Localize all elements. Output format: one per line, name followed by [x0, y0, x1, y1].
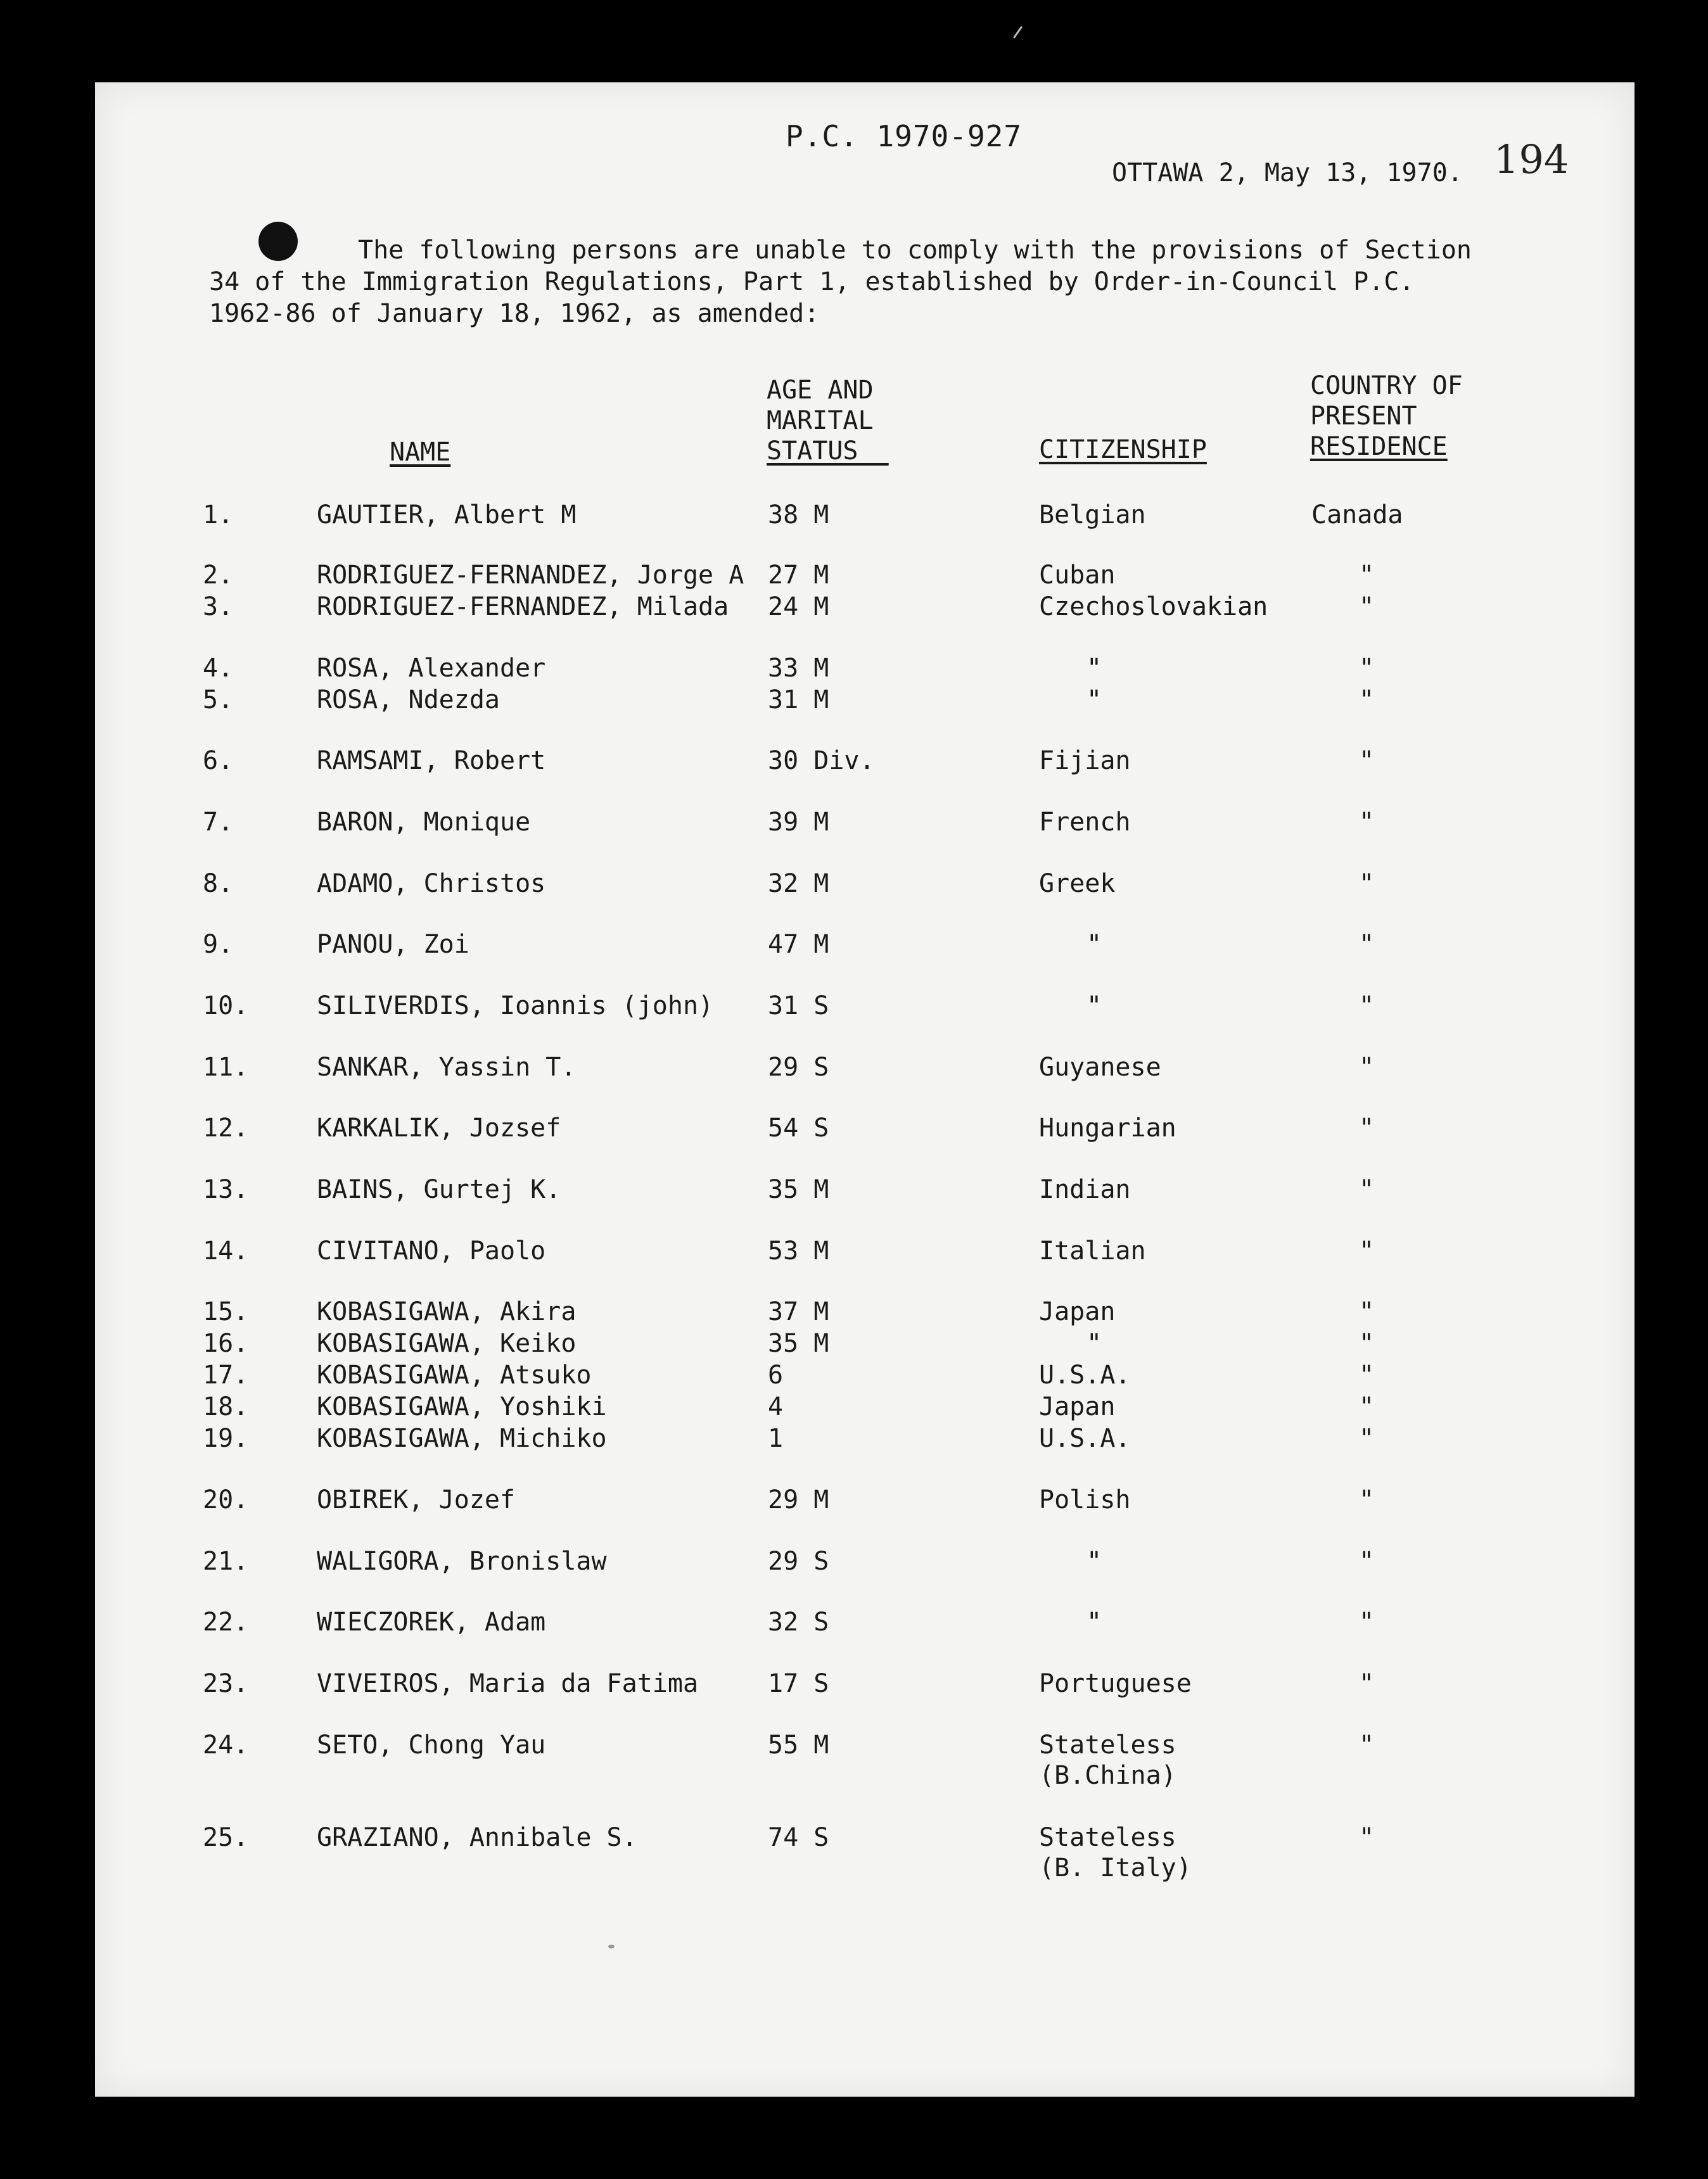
country-of-residence: " [1359, 1823, 1375, 1852]
age-marital-status: 54 S [768, 1114, 829, 1143]
table-row [0, 1361, 1539, 1392]
country-of-residence: " [1359, 1547, 1375, 1576]
row-number: 25. [203, 1823, 249, 1852]
country-of-residence: " [1359, 746, 1375, 775]
country-of-residence: " [1359, 991, 1375, 1020]
citizenship: " [1087, 1329, 1102, 1358]
header-age-line: STATUS [767, 436, 858, 466]
country-of-residence: " [1359, 1114, 1375, 1143]
header-citizenship [1039, 435, 1207, 465]
table-row [0, 1823, 1539, 1883]
citizenship: Polish [1039, 1485, 1131, 1515]
person-name: KOBASIGAWA, Keiko [317, 1329, 577, 1358]
table-row [0, 1424, 1539, 1456]
row-number: 1. [203, 500, 234, 530]
age-marital-status: 6 [768, 1361, 784, 1390]
age-marital-status: 33 M [768, 654, 829, 683]
citizenship: Japan [1039, 1297, 1116, 1326]
page-number: 194 [1494, 136, 1569, 182]
table-row [0, 1297, 1539, 1329]
age-marital-status: 74 S [768, 1823, 829, 1852]
table-row [0, 869, 1539, 901]
person-name: PANOU, Zoi [317, 930, 469, 959]
table-row [0, 1236, 1539, 1268]
person-name: RODRIGUEZ-FERNANDEZ, Jorge A [317, 561, 744, 590]
citizenship: " [1087, 654, 1102, 683]
table-row [0, 685, 1539, 717]
order-number: P.C. 1970-927 [786, 119, 1023, 153]
country-of-residence: " [1359, 1236, 1375, 1266]
age-marital-status: 38 M [768, 500, 829, 530]
row-number: 20. [203, 1485, 249, 1515]
header-name [390, 437, 450, 467]
row-number: 14. [203, 1236, 249, 1266]
row-number: 3. [203, 592, 234, 621]
age-marital-status: 24 M [768, 592, 829, 621]
header-residence-line: RESIDENCE [1310, 432, 1448, 461]
country-of-residence: " [1359, 1297, 1375, 1326]
citizenship: Stateless [1039, 1823, 1176, 1852]
row-number: 4. [203, 654, 234, 683]
citizenship: Greek [1039, 869, 1116, 898]
table-row [0, 746, 1539, 778]
table-row [0, 1731, 1539, 1790]
row-number: 7. [203, 808, 234, 837]
age-marital-status: 53 M [768, 1236, 829, 1266]
person-name: RAMSAMI, Robert [317, 746, 546, 775]
person-name: KARKALIK, Jozsef [317, 1114, 561, 1143]
table-row [0, 1608, 1539, 1639]
table-row [0, 1114, 1539, 1145]
row-number: 17. [203, 1361, 249, 1390]
country-of-residence: " [1359, 1485, 1375, 1515]
row-number: 9. [203, 930, 234, 959]
citizenship: U.S.A. [1039, 1424, 1131, 1453]
table-row [0, 1175, 1539, 1207]
citizenship: " [1087, 1608, 1102, 1637]
person-name: ROSA, Ndezda [317, 685, 500, 715]
country-of-residence: " [1359, 1329, 1375, 1358]
citizenship: Czechoslovakian [1039, 592, 1268, 621]
citizenship: Japan [1039, 1392, 1116, 1421]
citizenship: Cuban [1039, 561, 1116, 590]
country-of-residence: " [1359, 1608, 1375, 1637]
person-name: WIECZOREK, Adam [317, 1608, 546, 1637]
table-row [0, 500, 1539, 532]
age-marital-status: 1 [768, 1424, 784, 1453]
citizenship-note: (B. Italy) [1039, 1853, 1192, 1883]
country-of-residence: " [1359, 1361, 1375, 1390]
country-of-residence: " [1359, 1424, 1375, 1453]
header-citizenship-label: CITIZENSHIP [1039, 435, 1207, 464]
header-age-line: MARITAL [767, 406, 874, 435]
person-name: VIVEIROS, Maria da Fatima [317, 1669, 699, 1698]
row-number: 24. [203, 1731, 249, 1760]
citizenship: " [1087, 1547, 1102, 1576]
age-marital-status: 39 M [768, 808, 829, 837]
header-residence-line: COUNTRY OF [1310, 371, 1463, 400]
age-marital-status: 55 M [768, 1731, 829, 1760]
header-residence [1310, 371, 1463, 462]
citizenship: Italian [1039, 1236, 1146, 1266]
header-age-line: AGE AND [767, 376, 874, 405]
person-name: KOBASIGAWA, Atsuko [317, 1361, 592, 1390]
table-row [0, 1669, 1539, 1701]
table-row [0, 808, 1539, 839]
citizenship-note: (B.China) [1039, 1761, 1176, 1790]
dateline: OTTAWA 2, May 13, 1970. [1112, 158, 1463, 187]
person-name: CIVITANO, Paolo [317, 1236, 546, 1266]
person-name: KOBASIGAWA, Yoshiki [317, 1392, 607, 1421]
row-number: 5. [203, 685, 234, 715]
row-number: 2. [203, 561, 234, 590]
intro-paragraph [209, 234, 1476, 329]
age-marital-status: 27 M [768, 561, 829, 590]
row-number: 10. [203, 991, 249, 1020]
table-row [0, 592, 1539, 624]
citizenship: " [1087, 685, 1102, 715]
intro-line: 34 of the Immigration Regulations, Part 1, established by Order-in-Council P.C. [209, 267, 1415, 296]
person-name: KOBASIGAWA, Akira [317, 1297, 577, 1326]
country-of-residence: " [1359, 869, 1375, 898]
country-of-residence: " [1359, 1392, 1375, 1421]
person-name: KOBASIGAWA, Michiko [317, 1424, 607, 1453]
row-number: 13. [203, 1175, 249, 1204]
person-name: BARON, Monique [317, 808, 531, 837]
person-name: GRAZIANO, Annibale S. [317, 1823, 637, 1852]
age-marital-status: 31 S [768, 991, 829, 1020]
header-name-label: NAME [390, 438, 451, 467]
intro-line: 1962-86 of January 18, 1962, as amended: [209, 299, 820, 328]
citizenship: U.S.A. [1039, 1361, 1131, 1390]
citizenship: Hungarian [1039, 1114, 1176, 1143]
citizenship: " [1087, 930, 1102, 959]
country-of-residence: Canada [1311, 500, 1403, 530]
age-marital-status: 17 S [768, 1669, 829, 1698]
age-marital-status: 47 M [768, 930, 829, 959]
country-of-residence: " [1359, 561, 1375, 590]
row-number: 22. [203, 1608, 249, 1637]
country-of-residence: " [1359, 930, 1375, 959]
table-row [0, 1485, 1539, 1517]
citizenship: Portuguese [1039, 1669, 1192, 1698]
country-of-residence: " [1359, 1669, 1375, 1698]
country-of-residence: " [1359, 654, 1375, 683]
country-of-residence: " [1359, 808, 1375, 837]
person-name: BAINS, Gurtej K. [317, 1175, 561, 1204]
row-number: 6. [203, 746, 234, 775]
person-name: WALIGORA, Bronislaw [317, 1547, 607, 1576]
country-of-residence: " [1359, 592, 1375, 621]
citizenship: Fijian [1039, 746, 1131, 775]
table-row [0, 654, 1539, 685]
citizenship: Stateless [1039, 1731, 1176, 1760]
age-marital-status: 29 S [768, 1053, 829, 1082]
table-row [0, 930, 1539, 962]
country-of-residence: " [1359, 1175, 1375, 1204]
row-number: 23. [203, 1669, 249, 1698]
age-marital-status: 30 Div. [768, 746, 875, 775]
citizenship: " [1087, 991, 1102, 1020]
table-row [0, 1547, 1539, 1579]
citizenship: Indian [1039, 1175, 1131, 1204]
age-marital-status: 29 M [768, 1485, 829, 1515]
person-name: ROSA, Alexander [317, 654, 546, 683]
table-row [0, 1053, 1539, 1084]
row-number: 8. [203, 869, 234, 898]
person-name: OBIREK, Jozef [317, 1485, 516, 1515]
age-marital-status: 4 [768, 1392, 784, 1421]
person-name: ADAMO, Christos [317, 869, 546, 898]
table-row [0, 991, 1539, 1023]
citizenship: Belgian [1039, 500, 1146, 530]
citizenship: French [1039, 808, 1131, 837]
row-number: 18. [203, 1392, 249, 1421]
age-marital-status: 35 M [768, 1329, 829, 1358]
intro-line: The following persons are unable to comply with the provisions of Section [358, 236, 1472, 265]
header-residence-line: PRESENT [1310, 402, 1417, 431]
row-number: 21. [203, 1547, 249, 1576]
person-name: RODRIGUEZ-FERNANDEZ, Milada [317, 592, 729, 621]
person-name: SETO, Chong Yau [317, 1731, 546, 1760]
row-number: 12. [203, 1114, 249, 1143]
header-age [767, 375, 889, 466]
row-number: 16. [203, 1329, 249, 1358]
person-name: GAUTIER, Albert M [317, 500, 577, 530]
age-marital-status: 29 S [768, 1547, 829, 1576]
table-row [0, 1329, 1539, 1361]
person-name: SANKAR, Yassin T. [317, 1053, 577, 1082]
table-row [0, 561, 1539, 592]
age-marital-status: 37 M [768, 1297, 829, 1326]
table-row [0, 1392, 1539, 1424]
person-name: SILIVERDIS, Ioannis (john) [317, 991, 714, 1020]
age-marital-status: 35 M [768, 1175, 829, 1204]
country-of-residence: " [1359, 1731, 1375, 1760]
country-of-residence: " [1359, 685, 1375, 715]
citizenship: Guyanese [1039, 1053, 1161, 1082]
age-marital-status: 32 S [768, 1608, 829, 1637]
row-number: 15. [203, 1297, 249, 1326]
row-number: 19. [203, 1424, 249, 1453]
row-number: 11. [203, 1053, 249, 1082]
age-marital-status: 31 M [768, 685, 829, 715]
age-marital-status: 32 M [768, 869, 829, 898]
country-of-residence: " [1359, 1053, 1375, 1082]
scan-mark [1013, 26, 1023, 39]
paper-mark [608, 1945, 615, 1948]
